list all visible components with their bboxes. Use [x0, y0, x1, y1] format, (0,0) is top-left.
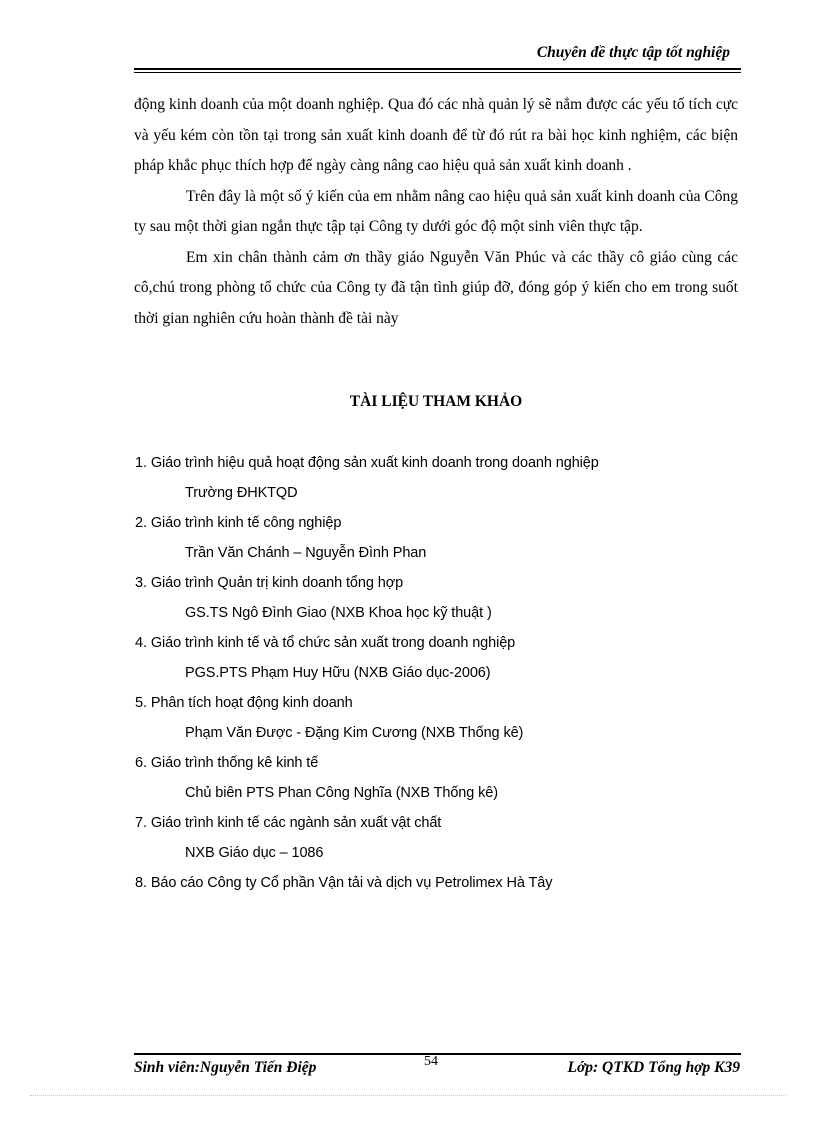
- reference-title: 7. Giáo trình kinh tế các ngành sản xuất vật chất: [135, 815, 442, 831]
- reference-source: Chủ biên PTS Phan Công Nghĩa (NXB Thống kê): [185, 785, 499, 801]
- reference-item: [135, 628, 745, 688]
- reference-source: Phạm Văn Được - Đặng Kim Cương (NXB Thống kê): [185, 725, 524, 741]
- page-edge-divider: [30, 1095, 786, 1096]
- reference-source: Trần Văn Chánh – Nguyễn Đình Phan: [185, 545, 427, 561]
- paragraph-thanks: Em xin chân thành cảm ơn thầy giáo Nguyễn Văn Phúc và các thầy cô giáo cùng các cô,chú trong phòng tổ chức của Công ty đã tận tình giúp đỡ, đóng góp ý kiến cho em trong suốt thời gian nghiên cứu hoàn thành đề tài này: [134, 248, 738, 327]
- paragraph-proposal: Trên đây là một số ý kiến của em nhằm nâng cao hiệu quả sản xuất kinh doanh của Công ty sau một thời gian ngắn thực tập tại Công ty dưới góc độ một sinh viên thực tập.: [134, 187, 738, 235]
- reference-source: PGS.PTS Phạm Huy Hữu (NXB Giáo dục-2006): [185, 665, 491, 681]
- body-text: [134, 90, 738, 334]
- page-number: 54: [424, 1054, 438, 1069]
- reference-title: 4. Giáo trình kinh tế và tổ chức sản xuất trong doanh nghiệp: [135, 635, 516, 651]
- reference-item: [135, 748, 745, 808]
- footer-class: Lớp: QTKD Tổng hợp K39: [567, 1059, 740, 1076]
- references-heading: TÀI LIỆU THAM KHẢO: [349, 393, 523, 410]
- reference-source: Trường ĐHKTQD: [185, 485, 298, 501]
- reference-title: 8. Báo cáo Công ty Cổ phần Vận tải và dịch vụ Petrolimex Hà Tây: [135, 875, 553, 891]
- reference-item: [135, 808, 745, 868]
- reference-item: [135, 688, 745, 748]
- reference-item: [135, 448, 745, 508]
- reference-source: NXB Giáo dục – 1086: [185, 845, 324, 861]
- reference-title: 2. Giáo trình kinh tế công nghiệp: [135, 515, 342, 531]
- paragraph-conclusion: động kinh doanh của một doanh nghiệp. Qua đó các nhà quản lý sẽ nắm được các yếu tố tích cực và yếu kém còn tồn tại trong sản xuất kinh doanh để từ đó rút ra bài học kinh nghiệm, các biện pháp khắc phục thích hợp để ngày càng nâng cao hiệu quả sản xuất kinh doanh .: [134, 96, 738, 174]
- reference-item: [135, 508, 745, 568]
- reference-source: GS.TS Ngô Đình Giao (NXB Khoa học kỹ thuật ): [185, 605, 492, 621]
- reference-item: [135, 568, 745, 628]
- reference-title: 3. Giáo trình Quản trị kinh doanh tổng hợp: [135, 575, 404, 591]
- reference-title: 1. Giáo trình hiệu quả hoạt động sản xuất kinh doanh trong doanh nghiệp: [135, 455, 599, 471]
- footer-student: Sinh viên:Nguyễn Tiến Điệp: [134, 1059, 317, 1076]
- header-rule-thin: [134, 72, 741, 73]
- reference-item: [135, 868, 745, 898]
- header-title: Chuyên đề thực tập tốt nghiệp: [536, 44, 730, 61]
- references-list: [135, 448, 745, 898]
- reference-title: 5. Phân tích hoạt động kinh doanh: [135, 695, 353, 711]
- header-rule: [134, 68, 741, 70]
- reference-title: 6. Giáo trình thống kê kinh tế: [135, 755, 319, 771]
